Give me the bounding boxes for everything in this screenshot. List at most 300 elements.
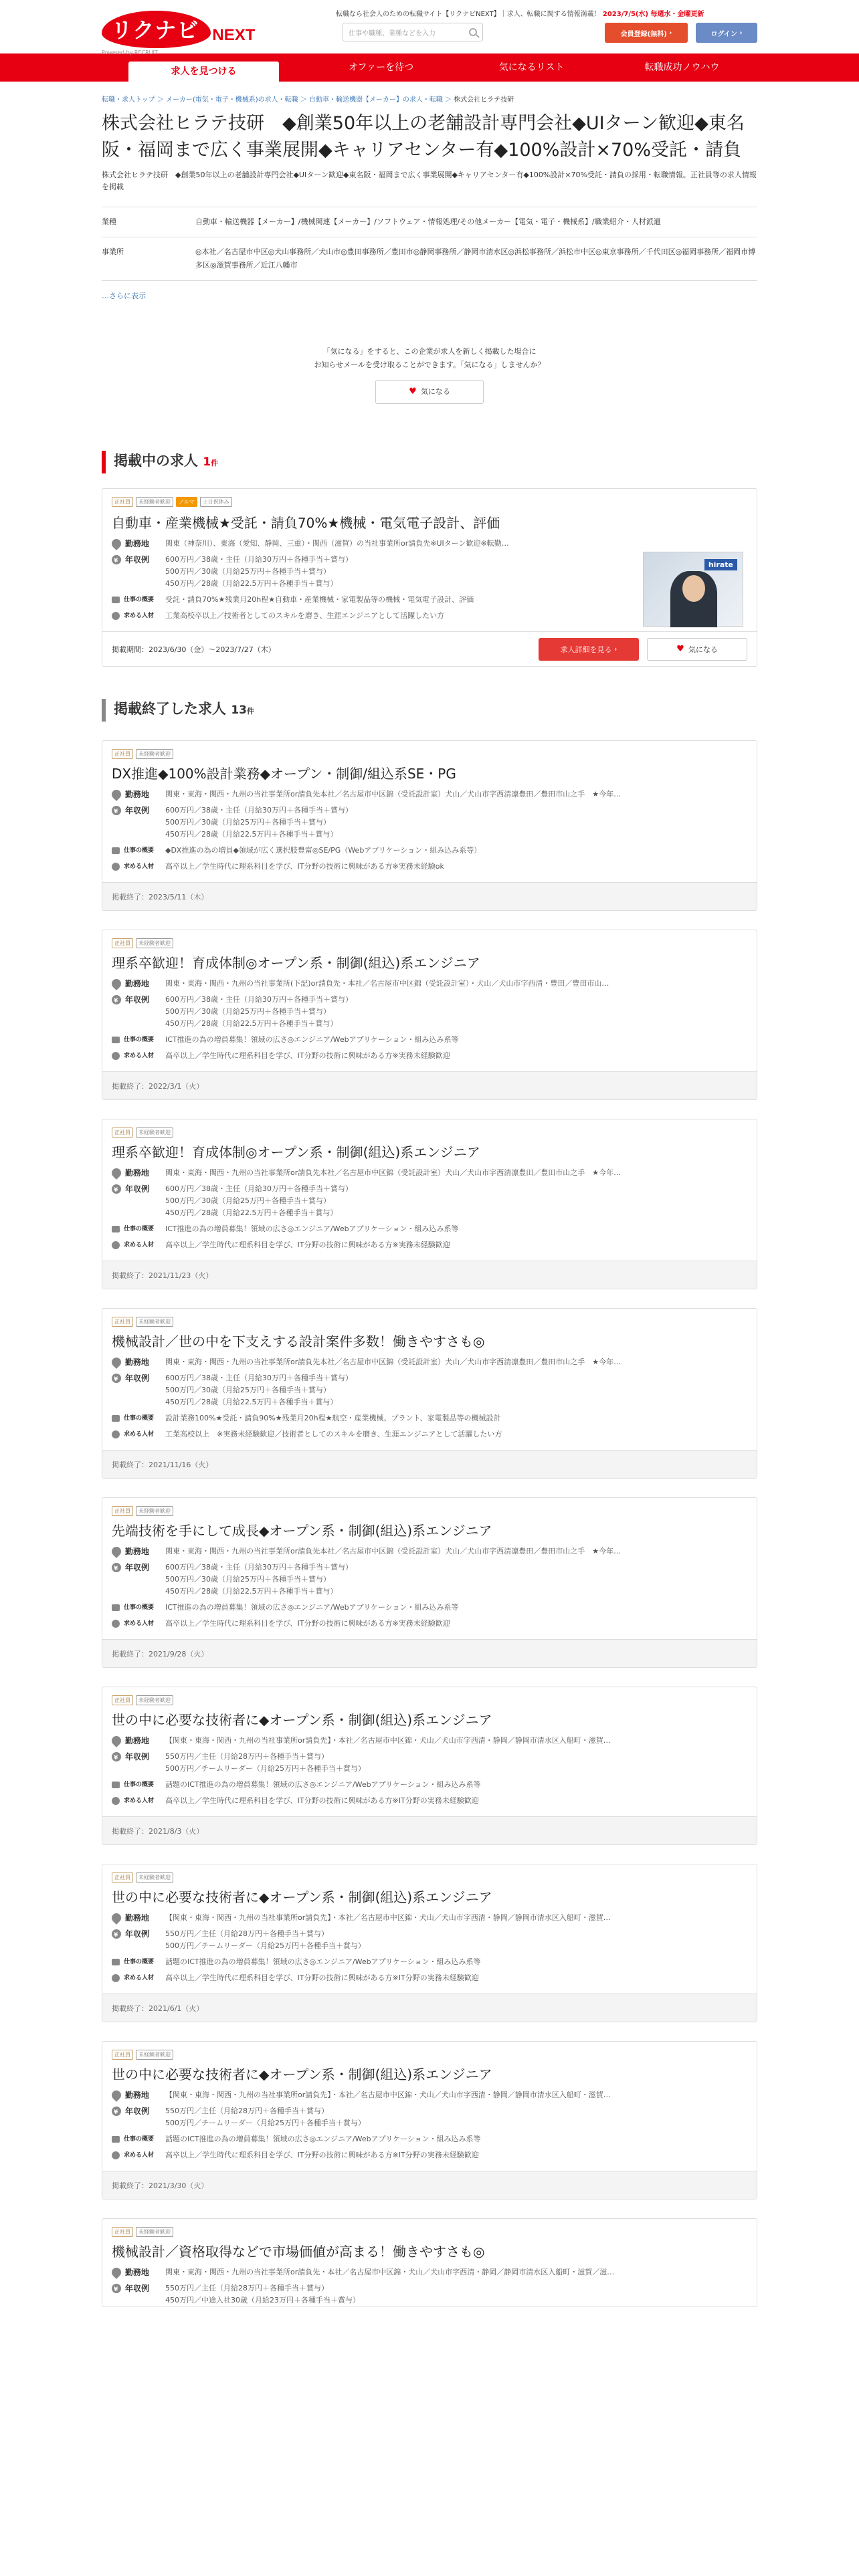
tag-newcomer: 未経験者歓迎 <box>136 1872 173 1883</box>
salary-line: 450万円／28歳（月給22.5万円＋各種手当＋賞与） <box>165 830 338 839</box>
salary-line: 450万円／28歳（月給22.5万円＋各種手当＋賞与） <box>165 1587 338 1596</box>
person-icon <box>112 1620 120 1628</box>
breadcrumb <box>102 82 757 110</box>
salary-line: 500万円／30歳（月給25万円＋各種手当＋賞与） <box>165 1386 330 1394</box>
summary-label: 仕事の概要 <box>112 594 165 606</box>
favorite-promo-line2: お知らせメールを受け取ることができます。「気になる」しませんか？ <box>314 360 545 369</box>
summary-label: 仕事の概要 <box>112 845 165 857</box>
job-title[interactable]: 世の中に必要な技術者に◆オープン系・制御(組込)系エンジニア <box>112 1712 492 1728</box>
job-location-row <box>112 788 747 800</box>
info-row-offices <box>102 237 757 281</box>
job-summary-row <box>112 2133 747 2145</box>
logo-mark: リクナビ <box>102 11 211 48</box>
view-details-button[interactable]: 求人詳細を見る › <box>539 638 639 661</box>
job-location-row <box>112 1735 747 1747</box>
breadcrumb-links[interactable]: 転職・求人トップ ＞ メーカー(電気・電子・機械系)の求人・転職 ＞ 自動車・輸送機器【メーカー】の求人・転職 ＞ <box>102 96 454 104</box>
tag-fulltime: 正社員 <box>112 1506 133 1516</box>
location-label: 勤務地 <box>112 1356 165 1368</box>
job-requirement: 高卒以上／学生時代に理系科目を学び、IT分野の技術に興味がある方※実務未経験ok <box>165 862 444 871</box>
favorite-promo <box>102 345 757 404</box>
job-tags <box>112 1506 747 1516</box>
ended-date: 掲載終了：2021/11/23（火） <box>112 1271 213 1280</box>
job-summary-row <box>112 1602 747 1614</box>
tag-newcomer: 未経験者歓迎 <box>136 1317 173 1327</box>
industry-label: 業種 <box>102 217 116 226</box>
search-placeholder: 仕事や職種、業種などを入力 <box>349 29 436 37</box>
ended-job-card <box>102 2041 757 2199</box>
salary-line: 600万円／38歳・主任（月給30万円＋各種手当＋賞与） <box>165 555 353 564</box>
job-requirement-row <box>112 861 747 873</box>
location-pin-icon <box>110 788 123 801</box>
job-location: 関東・東海・関西・九州の当社事業所or請負先本社／名古屋市中区錦（受託設計室）犬山／犬山市字西清凛豊田／豊田市山之手 ★今年… <box>165 1547 622 1555</box>
job-tags <box>112 2227 747 2237</box>
active-job-footer <box>102 631 757 666</box>
yen-icon <box>112 1374 121 1383</box>
salary-line: 500万円／30歳（月給25万円＋各種手当＋賞与） <box>165 1196 330 1205</box>
job-location: 関東・東海・関西・九州の当社事業所(下記)or請負先・本社／名古屋市中区錦（受託設計室）・犬山／犬山市字西清・豊田／豊田市山… <box>165 979 609 988</box>
salary-label: ¥ 年収例 <box>112 2282 165 2294</box>
tag-quota: ノルマ <box>176 497 197 507</box>
job-summary-row <box>112 1034 747 1046</box>
ended-date: 掲載終了：2022/3/1（火） <box>112 1081 204 1091</box>
salary-label: ¥ 年収例 <box>112 994 165 1006</box>
requirement-label: 求める人材 <box>112 1428 165 1440</box>
ended-job-footer <box>102 1261 757 1289</box>
ended-job-footer <box>102 1816 757 1844</box>
location-label: 勤務地 <box>112 1912 165 1924</box>
job-tags <box>112 749 747 759</box>
salary-line: 600万円／38歳・主任（月給30万円＋各種手当＋賞与） <box>165 806 353 815</box>
active-jobs-count <box>203 455 218 469</box>
job-salary-row <box>112 2105 747 2129</box>
tag-weekends-off: 土日祝休み <box>200 497 232 507</box>
briefcase-icon <box>112 847 120 854</box>
favorite-job-button[interactable]: ♥ 気になる <box>647 638 747 661</box>
job-requirement-row <box>112 2149 747 2161</box>
job-title[interactable]: 自動車・産業機械★受託・請負70%★機械・電気電子設計、評価 <box>112 515 500 531</box>
job-salary-row <box>112 1751 747 1775</box>
job-location-row <box>112 2266 747 2278</box>
company-title: 株式会社ヒラテ技研 ◆創業50年以上の老舗設計専門会社◆UIターン歓迎◆東名阪・福岡まで広く事業展開◆キャリアセンター有◆100%設計×70%受託・請負 <box>102 113 745 160</box>
person-icon <box>112 1052 120 1060</box>
job-salary-row <box>112 994 747 1030</box>
job-salary <box>165 1562 747 1598</box>
location-label: 勤務地 <box>112 538 165 550</box>
tag-fulltime: 正社員 <box>112 749 133 759</box>
job-title[interactable]: 機械設計／資格取得などで市場価値が高まる！働きやすさも◎ <box>112 2244 485 2260</box>
ended-date: 掲載終了：2023/5/11（木） <box>112 892 209 901</box>
company-subcaption: 株式会社ヒラテ技研 ◆創業50年以上の老舗設計専門会社◆UIターン歓迎◆東名阪・福岡まで広く事業展開◆キャリアセンター有◆100%設計×70%受託・請負の採用・転職情報。正社員等の求人情報を掲載 <box>102 171 757 191</box>
salary-line: 550万円／主任（月給28万円＋各種手当＋賞与） <box>165 2107 328 2115</box>
tag-fulltime: 正社員 <box>112 2050 133 2060</box>
job-title[interactable]: 理系卒歓迎！育成体制◎オープン系・制御(組込)系エンジニア <box>112 955 480 971</box>
job-requirement: 高卒以上／学生時代に理系科目を学び、IT分野の技術に興味がある方※IT分野の実務未経験歓迎 <box>165 2151 479 2159</box>
location-label: 勤務地 <box>112 1167 165 1179</box>
info-row-industry <box>102 207 757 237</box>
job-tags <box>112 938 747 948</box>
tag-newcomer: 未経験者歓迎 <box>136 497 173 507</box>
job-salary-row <box>112 804 747 841</box>
ended-count-number: 13 <box>231 704 247 717</box>
tag-fulltime: 正社員 <box>112 938 133 948</box>
job-title[interactable]: 機械設計／世の中を下支えする設計案件多数！働きやすさも◎ <box>112 1333 485 1350</box>
job-location-row <box>112 538 747 550</box>
briefcase-icon <box>112 597 120 603</box>
heart-icon: ♥ <box>409 387 417 397</box>
requirement-label: 求める人材 <box>112 1239 165 1251</box>
job-salary-row <box>112 1183 747 1219</box>
job-location: 【関東・東海・関西・九州の当社事業所or請負先】・本社／名古屋市中区錦・犬山／犬山市字西清・静岡／静岡市清水区入船町・滋賀… <box>165 1736 611 1745</box>
photo-person <box>670 571 717 627</box>
logo-next: NEXT <box>212 25 256 44</box>
tag-newcomer: 未経験者歓迎 <box>136 938 173 948</box>
nav-wait-offer[interactable]: オファーを待つ <box>348 62 414 73</box>
ended-job-footer <box>102 1450 757 1478</box>
ended-date: 掲載終了：2021/9/28（火） <box>112 1649 209 1658</box>
briefcase-icon <box>112 1604 120 1611</box>
salary-line: 550万円／主任（月給28万円＋各種手当＋賞与） <box>165 1929 328 1938</box>
global-nav <box>0 53 859 82</box>
offices-value: ◎本社／名古屋市中区◎犬山事務所／犬山市◎豊田事務所／豊田市◎静岡事務所／静岡市清水区◎浜松事務所／浜松市中区◎東京事務所／千代田区◎福岡事務所／福岡市博多区◎滋賀事務所／近江八幡市 <box>195 247 756 270</box>
listing-period: 掲載期間：2023/6/30（金）～2023/7/27（木） <box>112 645 276 654</box>
tag-fulltime: 正社員 <box>112 1872 133 1883</box>
salary-line: 600万円／38歳・主任（月給30万円＋各種手当＋賞与） <box>165 1563 353 1572</box>
summary-label: 仕事の概要 <box>112 1034 165 1046</box>
job-requirement-row <box>112 1239 747 1251</box>
salary-line: 500万円／30歳（月給25万円＋各種手当＋賞与） <box>165 818 330 827</box>
salary-line: 550万円／主任（月給28万円＋各種手当＋賞与） <box>165 2284 328 2292</box>
job-salary-row <box>112 1562 747 1598</box>
salary-label: ¥ 年収例 <box>112 1928 165 1940</box>
summary-label: 仕事の概要 <box>112 1223 165 1235</box>
salary-line: 450万円／28歳（月給22.5万円＋各種手当＋賞与） <box>165 1208 338 1217</box>
job-salary <box>165 994 747 1030</box>
job-salary <box>165 554 627 590</box>
salary-label: ¥ 年収例 <box>112 1183 165 1195</box>
requirement-label: 求める人材 <box>112 2149 165 2161</box>
favorite-company-button[interactable] <box>375 380 484 404</box>
favorite-button-label: 気になる <box>420 387 450 396</box>
job-summary-row <box>112 1779 747 1791</box>
location-pin-icon <box>110 537 123 550</box>
ended-job-card <box>102 1119 757 1289</box>
photo-brand-logo: hirate <box>704 559 737 570</box>
job-requirement-row <box>112 1972 747 1984</box>
login-button[interactable]: ログイン › <box>696 23 757 43</box>
job-location: 【関東・東海・関西・九州の当社事業所or請負先】・本社／名古屋市中区錦・犬山／犬山市字西清・静岡／静岡市清水区入船町・滋賀… <box>165 1913 611 1922</box>
job-summary: 受託・請負70%★残業月20h程★自動車・産業機械・家電製品等の機械・電気電子設計、評価 <box>165 595 474 604</box>
job-title[interactable]: 理系卒歓迎！育成体制◎オープン系・制御(組込)系エンジニア <box>112 1144 480 1160</box>
ended-job-card <box>102 1687 757 1845</box>
briefcase-icon <box>112 2136 120 2143</box>
job-title[interactable]: DX推進◆100%設計業務◆オープン・制御/組込系SE・PG <box>112 766 456 782</box>
yen-icon <box>112 555 121 564</box>
job-location-row <box>112 1167 747 1179</box>
requirement-label: 求める人材 <box>112 1050 165 1062</box>
salary-label: ¥ 年収例 <box>112 1372 165 1384</box>
summary-label: 仕事の概要 <box>112 1412 165 1424</box>
job-location-row <box>112 978 747 990</box>
job-requirement: 工業高校卒以上／技術者としてのスキルを磨き、生涯エンジニアとして活躍したい方 <box>165 611 445 620</box>
job-requirement-row <box>112 1795 747 1807</box>
job-requirement: 工業高校以上 ※実務未経験歓迎／技術者としてのスキルを磨き、生涯エンジニアとして活躍したい方 <box>165 1430 502 1438</box>
briefcase-icon <box>112 1226 120 1232</box>
job-summary-row <box>112 1412 747 1424</box>
job-tags <box>112 1128 747 1138</box>
tag-fulltime: 正社員 <box>112 1128 133 1138</box>
ended-job-footer <box>102 2171 757 2199</box>
industry-value: 自動車・輸送機器【メーカー】/機械関連【メーカー】/ソフトウェア・情報処理/その他メーカー【電気・電子・機械系】/職業紹介・人材派遣 <box>195 217 661 226</box>
location-label: 勤務地 <box>112 2266 165 2278</box>
job-requirement-row <box>112 1050 747 1062</box>
ended-jobs-title: 掲載終了した求人 <box>114 701 226 717</box>
nav-favorites[interactable]: 気になるリスト <box>498 62 565 73</box>
yen-icon <box>112 1929 121 1939</box>
tag-newcomer: 未経験者歓迎 <box>136 1695 173 1705</box>
job-location-row <box>112 2089 747 2101</box>
salary-line: 600万円／38歳・主任（月給30万円＋各種手当＋賞与） <box>165 1374 353 1382</box>
salary-line: 500万円／30歳（月給25万円＋各種手当＋賞与） <box>165 1007 330 1016</box>
tag-fulltime: 正社員 <box>112 2227 133 2237</box>
job-summary-row <box>112 1223 747 1235</box>
job-salary-row <box>112 1928 747 1952</box>
briefcase-icon <box>112 1959 120 1965</box>
yen-icon <box>112 1563 121 1572</box>
job-summary-row <box>112 845 747 857</box>
main-content <box>102 82 757 2307</box>
job-salary <box>165 1751 747 1775</box>
job-location: 関東・東海・関西・九州の当社事業所or請負先本社／名古屋市中区錦（受託設計室）犬山／犬山市字西清凛豊田／豊田市山之手 ★今年… <box>165 1168 622 1177</box>
salary-label: ¥ 年収例 <box>112 1751 165 1763</box>
job-tags <box>112 1872 747 1883</box>
ended-date: 掲載終了：2021/6/1（火） <box>112 2004 204 2013</box>
job-location: 関東・東海・関西・九州の当社事業所or請負先本社／名古屋市中区錦（受託設計室）犬山／犬山市字西清凛豊田／豊田市山之手 ★今年… <box>165 1358 622 1366</box>
salary-label: ¥ 年収例 <box>112 1562 165 1574</box>
salary-line: 450万円／中途入社30歳（月給23万円＋各種手当＋賞与） <box>165 2296 360 2304</box>
job-salary <box>165 804 747 841</box>
active-jobs-heading <box>102 451 757 473</box>
salary-line: 500万円／チームリーダー（月給25万円＋各種手当＋賞与） <box>165 1764 365 1773</box>
nav-knowhow[interactable]: 転職成功ノウハウ <box>644 62 720 73</box>
yen-icon <box>112 2107 121 2116</box>
job-summary: ◆DX推進の為の増員◆領域が広く選択肢豊富◎SE/PG（Webアプリケーション・組み込み系等） <box>165 846 482 855</box>
summary-label: 仕事の概要 <box>112 1779 165 1791</box>
salary-line: 550万円／主任（月給28万円＋各種手当＋賞与） <box>165 1752 328 1761</box>
job-photo <box>643 552 743 627</box>
ended-job-footer <box>102 882 757 910</box>
breadcrumb-current: 株式会社ヒラテ技研 <box>454 96 514 104</box>
ended-job-card <box>102 930 757 1100</box>
location-pin-icon <box>110 977 123 990</box>
tag-newcomer: 未経験者歓迎 <box>136 2227 173 2237</box>
job-location-row <box>112 1912 747 1924</box>
summary-label: 仕事の概要 <box>112 2133 165 2145</box>
job-summary-row <box>112 1956 747 1968</box>
person-icon <box>112 1797 120 1805</box>
job-requirement-row <box>112 1428 747 1440</box>
ended-job-footer <box>102 1994 757 2022</box>
salary-line: 450万円／28歳（月給22.5万円＋各種手当＋賞与） <box>165 1019 338 1028</box>
ended-count-suffix: 件 <box>246 707 254 716</box>
tag-newcomer: 未経験者歓迎 <box>136 1506 173 1516</box>
location-label: 勤務地 <box>112 2089 165 2101</box>
ended-job-card <box>102 1308 757 1479</box>
yen-icon <box>112 806 121 815</box>
person-icon <box>112 863 120 871</box>
ended-jobs-heading <box>102 699 757 722</box>
active-job-card <box>102 488 757 667</box>
location-label: 勤務地 <box>112 978 165 990</box>
location-label: 勤務地 <box>112 1545 165 1558</box>
briefcase-icon <box>112 1037 120 1043</box>
job-location: 関東・東海・関西・九州の当社事業所or請負先・本社／名古屋市中区錦・犬山／犬山市字西清・静岡／静岡市清水区入船町・滋賀／滋… <box>165 2268 615 2276</box>
nav-find-jobs[interactable]: 求人を見つける <box>128 62 279 82</box>
job-location-row <box>112 1545 747 1558</box>
salary-line: 600万円／38歳・主任（月給30万円＋各種手当＋賞与） <box>165 1184 353 1193</box>
show-more-link[interactable]: …さらに表示 <box>102 292 146 300</box>
site-logo[interactable] <box>102 11 276 56</box>
person-icon <box>112 2151 120 2159</box>
ended-job-card <box>102 1497 757 1668</box>
summary-label: 仕事の概要 <box>112 1956 165 1968</box>
location-pin-icon <box>110 2266 123 2279</box>
site-header <box>0 0 859 56</box>
location-pin-icon <box>110 1545 123 1558</box>
job-summary: 話題のICT推進の為の増員募集！領域の広さ◎エンジニア/Webアプリケーション・組み込み系等 <box>165 1780 481 1789</box>
job-location-row <box>112 1356 747 1368</box>
requirement-label: 求める人材 <box>112 610 165 622</box>
person-icon <box>112 612 120 620</box>
register-button[interactable]: 会員登録(無料) › <box>605 23 688 43</box>
active-count-number: 1 <box>203 455 211 469</box>
job-requirement-row <box>112 1618 747 1630</box>
person-icon <box>112 1974 120 1982</box>
job-requirement: 高卒以上／学生時代に理系科目を学び、IT分野の技術に興味がある方※実務未経験歓迎 <box>165 1619 450 1628</box>
job-summary: ICT推進の為の増員募集！領域の広さ◎エンジニア/Webアプリケーション・組み込み系等 <box>165 1035 459 1044</box>
ended-job-card <box>102 1864 757 2022</box>
search-input[interactable] <box>343 23 483 41</box>
job-summary: 設計業務100%★受託・請負90%★残業月20h程★航空・産業機械、プラント、家電製品等の機械設計 <box>165 1414 501 1422</box>
job-requirement: 高卒以上／学生時代に理系科目を学び、IT分野の技術に興味がある方※IT分野の実務未経験歓迎 <box>165 1973 479 1982</box>
salary-line: 450万円／28歳（月給22.5万円＋各種手当＋賞与） <box>165 579 338 588</box>
job-title[interactable]: 世の中に必要な技術者に◆オープン系・制御(組込)系エンジニア <box>112 1889 492 1905</box>
requirement-label: 求める人材 <box>112 1618 165 1630</box>
update-notice: 2023/7/5(水) 毎週水・金曜更新 <box>602 11 704 18</box>
header-tagline <box>336 8 704 18</box>
job-tags <box>112 497 747 507</box>
job-title[interactable]: 先端技術を手にして成長◆オープン系・制御(組込)系エンジニア <box>112 1523 492 1539</box>
job-salary <box>165 1183 747 1219</box>
login-label: ログイン <box>710 30 737 38</box>
salary-label: ¥ 年収例 <box>112 554 165 566</box>
summary-label: 仕事の概要 <box>112 1602 165 1614</box>
yen-icon <box>112 995 121 1004</box>
job-salary-row <box>112 1372 747 1408</box>
salary-line: 500万円／30歳（月給25万円＋各種手当＋賞与） <box>165 567 330 576</box>
job-salary <box>165 2282 747 2306</box>
location-label: 勤務地 <box>112 788 165 800</box>
active-count-suffix: 件 <box>211 459 219 467</box>
job-requirement: 高卒以上／学生時代に理系科目を学び、IT分野の技術に興味がある方※実務未経験歓迎 <box>165 1051 450 1060</box>
heart-icon: ♥ <box>676 644 684 654</box>
yen-icon <box>112 2284 121 2293</box>
favorite-promo-line1: 「気になる」をすると、この企業が求人を新しく掲載した場合に <box>322 347 537 356</box>
ended-job-card <box>102 2218 757 2307</box>
ended-job-card <box>102 740 757 911</box>
ended-date: 掲載終了：2021/8/3（火） <box>112 1826 204 1836</box>
salary-label: ¥ 年収例 <box>112 804 165 817</box>
tag-fulltime: 正社員 <box>112 497 133 507</box>
tag-newcomer: 未経験者歓迎 <box>136 2050 173 2060</box>
salary-line: 500万円／チームリーダー（月給25万円＋各種手当＋賞与） <box>165 1941 365 1950</box>
job-summary: 話題のICT推進の為の増員募集！領域の広さ◎エンジニア/Webアプリケーション・組み込み系等 <box>165 2135 481 2143</box>
job-tags <box>112 2050 747 2060</box>
job-summary: 話題のICT推進の為の増員募集！領域の広さ◎エンジニア/Webアプリケーション・組み込み系等 <box>165 1957 481 1966</box>
location-pin-icon <box>110 1166 123 1180</box>
tag-fulltime: 正社員 <box>112 1695 133 1705</box>
salary-label: ¥ 年収例 <box>112 2105 165 2117</box>
job-location: 関東・東海・関西・九州の当社事業所or請負先本社／名古屋市中区錦（受託設計室）犬山／犬山市字西清凛豊田／豊田市山之手 ★今年… <box>165 790 622 798</box>
job-summary: ICT推進の為の増員募集！領域の広さ◎エンジニア/Webアプリケーション・組み込み系等 <box>165 1224 459 1233</box>
person-icon <box>112 1430 120 1438</box>
search-icon[interactable] <box>469 28 477 36</box>
job-salary <box>165 2105 747 2129</box>
job-location: 関東（神奈川）、東海（愛知、静岡、三重）・関西（滋賀）の当社事業所or請負先※UIターン歓迎※転勤… <box>165 539 509 548</box>
location-pin-icon <box>110 1734 123 1747</box>
job-requirement: 高卒以上／学生時代に理系科目を学び、IT分野の技術に興味がある方※IT分野の実務未経験歓迎 <box>165 1796 479 1805</box>
tag-newcomer: 未経験者歓迎 <box>136 1128 173 1138</box>
salary-line: 450万円／28歳（月給22.5万円＋各種手当＋賞与） <box>165 1398 338 1406</box>
active-jobs-title: 掲載中の求人 <box>114 453 198 469</box>
job-title[interactable]: 世の中に必要な技術者に◆オープン系・制御(組込)系エンジニア <box>112 2066 492 2082</box>
company-info-table <box>102 207 757 281</box>
ended-job-footer <box>102 1071 757 1099</box>
job-tags <box>112 1695 747 1705</box>
job-salary <box>165 1928 747 1952</box>
location-pin-icon <box>110 2088 123 2102</box>
location-pin-icon <box>110 1356 123 1369</box>
job-salary <box>165 1372 747 1408</box>
tagline-text: 転職なら社会人のための転職サイト【リクナビNEXT】｜求人、転職に関する情報満載！ <box>336 11 601 18</box>
briefcase-icon <box>112 1782 120 1788</box>
yen-icon <box>112 1752 121 1761</box>
job-requirement: 高卒以上／学生時代に理系科目を学び、IT分野の技術に興味がある方※実務未経験歓迎 <box>165 1241 450 1249</box>
requirement-label: 求める人材 <box>112 861 165 873</box>
tag-newcomer: 未経験者歓迎 <box>136 749 173 759</box>
logo-powered-by: Powered by RECRUIT <box>102 49 158 56</box>
requirement-label: 求める人材 <box>112 1795 165 1807</box>
register-label: 会員登録(無料) <box>620 30 667 38</box>
job-tags <box>112 1317 747 1327</box>
job-summary: ICT推進の為の増員募集！領域の広さ◎エンジニア/Webアプリケーション・組み込み系等 <box>165 1603 459 1612</box>
salary-line: 500万円／チームリーダー（月給25万円＋各種手当＋賞与） <box>165 2119 365 2127</box>
location-label: 勤務地 <box>112 1735 165 1747</box>
yen-icon <box>112 1184 121 1194</box>
ended-jobs-count <box>231 704 254 717</box>
offices-label: 事業所 <box>102 247 124 256</box>
briefcase-icon <box>112 1415 120 1422</box>
location-pin-icon <box>110 1911 123 1925</box>
salary-line: 500万円／30歳（月給25万円＋各種手当＋賞与） <box>165 1575 330 1584</box>
salary-line: 600万円／38歳・主任（月給30万円＋各種手当＋賞与） <box>165 995 353 1004</box>
ended-date: 掲載終了：2021/11/16（火） <box>112 1460 213 1469</box>
ended-job-footer <box>102 1639 757 1667</box>
person-icon <box>112 1241 120 1249</box>
job-salary-row <box>112 2282 747 2306</box>
tag-fulltime: 正社員 <box>112 1317 133 1327</box>
job-location: 【関東・東海・関西・九州の当社事業所or請負先】・本社／名古屋市中区錦・犬山／犬山市字西清・静岡／静岡市清水区入船町・滋賀… <box>165 2090 611 2099</box>
ended-jobs-list <box>102 740 757 2307</box>
